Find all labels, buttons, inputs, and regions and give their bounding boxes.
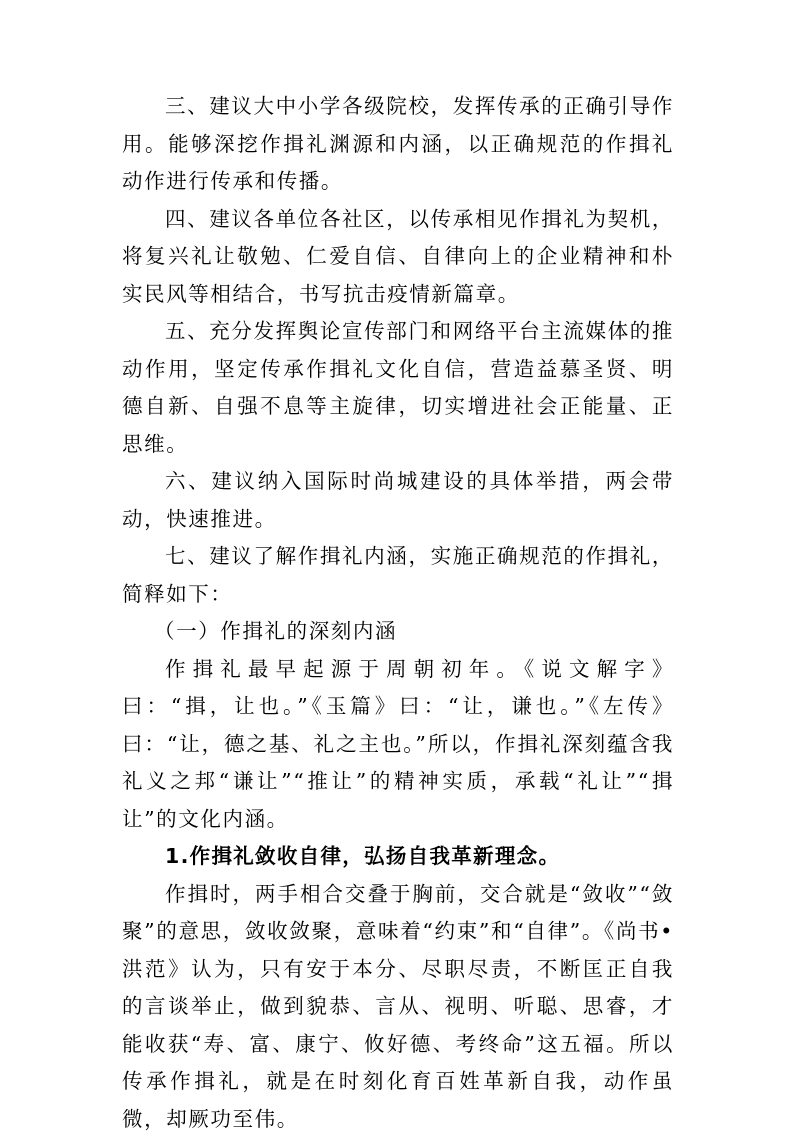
paragraph-origin: 作揖礼最早起源于周朝初年。《说文解字》曰：“揖，让也。”《玉篇》曰：“让，谦也。”《左传》曰：“让，德之基、礼之主也。”所以，作揖礼深刻蕴含我礼义之邦“谦让”“推让”的精神实质，承载“礼让”“揖让”的文化内涵。 xyxy=(122,651,674,839)
subheading-connotation: （一）作揖礼的深刻内涵 xyxy=(122,613,674,651)
paragraph-suggestion-6: 六、建议纳入国际时尚城建设的具体举措，两会带动，快速推进。 xyxy=(122,463,674,538)
paragraph-suggestion-4: 四、建议各单位各社区，以传承相见作揖礼为契机，将复兴礼让敬勉、仁爱自信、自律向上的企业精神和朴实民风等相结合，书写抗击疫情新篇章。 xyxy=(122,201,674,314)
paragraph-suggestion-3: 三、建议大中小学各级院校，发挥传承的正确引导作用。能够深挖作揖礼渊源和内涵，以正确规范的作揖礼动作进行传承和传播。 xyxy=(122,88,674,201)
paragraph-suggestion-7: 七、建议了解作揖礼内涵，实施正确规范的作揖礼，简释如下： xyxy=(122,538,674,613)
paragraph-suggestion-5: 五、充分发挥舆论宣传部门和网络平台主流媒体的推动作用，坚定传承作揖礼文化自信，营造益慕圣贤、明德自新、自强不息等主旋律，切实增进社会正能量、正思维。 xyxy=(122,313,674,463)
bold-heading-self-discipline: 1.作揖礼敛收自律，弘扬自我革新理念。 xyxy=(122,838,674,876)
document-body xyxy=(122,88,674,1138)
paragraph-self-discipline: 作揖时，两手相合交叠于胸前，交合就是“敛收”“敛聚”的意思，敛收敛聚，意味着“约束”和“自律”。《尚书•洪范》认为，只有安于本分、尽职尽责，不断匡正自我的言谈举止，做到貌恭、言从、视明、听聪、思睿，才能收获“寿、富、康宁、攸好德、考终命”这五福。所以传承作揖礼，就是在时刻化育百姓革新自我，动作虽微，却厥功至伟。 xyxy=(122,876,674,1138)
